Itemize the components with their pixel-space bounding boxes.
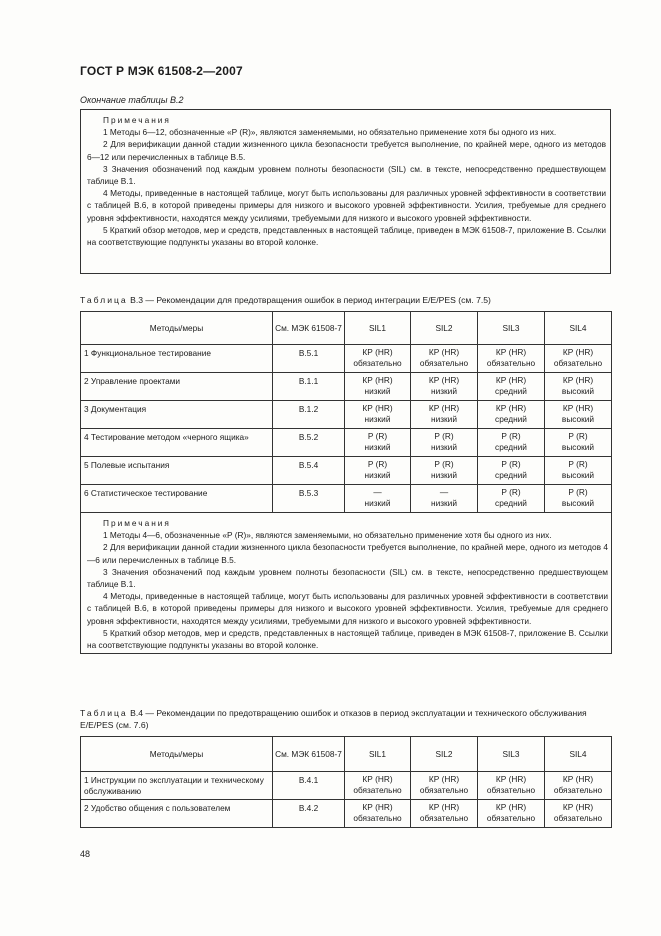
sil3-cell [478,800,545,828]
sil-rating: КР (HR) [428,375,460,385]
row-ref: В.1.2 [273,401,345,429]
page-header-title: ГОСТ Р МЭК 61508-2—2007 [80,64,243,78]
sil-rating: КР (HR) [562,375,594,385]
sil-rating: КР (HR) [362,375,393,385]
sil-level: низкий [431,470,457,480]
sil-level: низкий [364,498,391,508]
table-row [81,457,612,485]
sil3-cell [478,429,545,457]
sil3-cell [478,485,545,513]
row-method-name: 2 Управление проектами [81,373,273,401]
sil-rating: Р (R) [568,459,588,469]
row-ref: В.1.1 [273,373,345,401]
table-row [81,772,612,800]
sil-rating: Р (R) [367,459,388,469]
sil-level: низкий [364,386,391,396]
table-b3-notes-row [81,513,612,654]
sil-rating: КР (HR) [495,802,527,812]
row-ref: В.4.1 [273,772,345,800]
sil-level: обязательно [419,813,469,823]
row-ref: В.4.2 [273,800,345,828]
sil-level: низкий [364,414,391,424]
sil4-cell [545,772,612,800]
row-method-name: 1 Функциональное тестирование [81,345,273,373]
col-header-sil3: SIL3 [478,737,545,772]
sil-level: высокий [561,498,595,508]
row-method-name: 4 Тестирование методом «черного ящика» [81,429,273,457]
sil3-cell [478,401,545,429]
col-header-sil1: SIL1 [345,312,411,345]
col-header-sil4: SIL4 [545,312,612,345]
sil-level: обязательно [353,785,402,795]
row-method-name: 5 Полевые испытания [81,457,273,485]
sil-rating: КР (HR) [562,774,594,784]
sil-level: средний [495,414,527,424]
sil-level: высокий [561,442,595,452]
sil-level: средний [495,442,527,452]
table-b4-title-prefix: Таблица [80,708,128,718]
table-b4 [80,736,612,828]
note-5: 5 Краткий обзор методов, мер и средств, представленных в настоящей таблице, приведен в МЭК 61508-7, приложение В. Ссылки на соответствующие подпункты указаны во второй колонке. [87,627,608,651]
sil-rating: КР (HR) [562,802,594,812]
notes-title: Примечания [103,115,171,125]
sil-level: низкий [431,414,457,424]
sil-rating: Р (R) [434,459,454,469]
sil1-cell [345,457,411,485]
note-2: 2 Для верификации данной стадии жизненного цикла безопасности требуется выполнение, по крайней мере, одного из методов 6—12 или перечисленных в таблице В.5. [87,139,606,162]
sil1-cell [345,345,411,373]
sil2-cell [411,800,478,828]
col-header-sil4: SIL4 [545,737,612,772]
sil2-cell [411,457,478,485]
row-ref: В.5.1 [273,345,345,373]
table-b3-header-row [81,312,612,345]
sil-level: низкий [431,498,457,508]
sil1-cell [345,485,411,513]
sil1-cell [345,800,411,828]
sil-rating: КР (HR) [562,347,594,357]
table-b3-title-prefix: Таблица [80,295,128,305]
table-row [81,401,612,429]
sil-rating: КР (HR) [495,375,527,385]
sil-level: высокий [561,470,595,480]
sil4-cell [545,485,612,513]
sil-rating: КР (HR) [362,403,393,413]
sil-level: обязательно [419,358,469,368]
sil3-cell [478,772,545,800]
sil-rating: КР (HR) [362,774,393,784]
table-b3 [80,311,612,654]
sil-rating: Р (R) [568,487,588,497]
sil2-cell [411,429,478,457]
table-b4-header-row [81,737,612,772]
sil2-cell [411,345,478,373]
sil-rating: КР (HR) [495,347,527,357]
sil-rating: Р (R) [434,431,454,441]
sil-rating: КР (HR) [562,403,594,413]
sil2-cell [411,401,478,429]
note-4: 4 Методы, приведенные в настоящей таблице, могут быть использованы для различных уровней эффективности в соответствии с таблицей В.6, в которой приведены примеры для низкого и высокого уровней эффективности. Усилия, требуемые для среднего уровня эффективности, находятся между усилиями, требуемыми для низкого и высокого уровней эффективности. [87,591,608,626]
table-b2-notes-box [80,109,611,274]
sil-rating: Р (R) [501,459,521,469]
sil-level: обязательно [486,358,536,368]
sil3-cell [478,373,545,401]
row-ref: В.5.2 [273,429,345,457]
sil-rating: КР (HR) [495,403,527,413]
sil-level: обязательно [553,813,603,823]
row-ref: В.5.4 [273,457,345,485]
table-b2-end-caption: Окончание таблицы В.2 [80,95,184,105]
sil4-cell [545,373,612,401]
sil2-cell [411,373,478,401]
sil-level: высокий [561,386,595,396]
sil-level: обязательно [419,785,469,795]
sil-level: средний [495,386,527,396]
table-row [81,429,612,457]
col-header-ref: См. МЭК 61508-7 [273,312,345,345]
table-b3-notes [81,513,612,654]
sil3-cell [478,345,545,373]
sil-level: обязательно [353,358,402,368]
row-method-name: 1 Инструкции по эксплуатации и техническому обслуживанию [81,772,273,800]
table-b3-title [80,294,611,306]
sil-level: обязательно [553,358,603,368]
sil4-cell [545,800,612,828]
col-header-sil2: SIL2 [411,737,478,772]
sil-level: обязательно [486,785,536,795]
sil1-cell [345,429,411,457]
sil-level: обязательно [353,813,402,823]
col-header-methods: Методы/меры [81,737,273,772]
sil1-cell [345,373,411,401]
sil-level: обязательно [553,785,603,795]
col-header-sil2: SIL2 [411,312,478,345]
sil-rating: — [373,487,382,497]
sil-rating: — [439,487,449,497]
sil-level: обязательно [486,813,536,823]
col-header-sil1: SIL1 [345,737,411,772]
sil-rating: Р (R) [501,431,521,441]
table-row [81,373,612,401]
sil-rating: КР (HR) [495,774,527,784]
col-header-ref: См. МЭК 61508-7 [273,737,345,772]
note-1: 1 Методы 6—12, обозначенные «Р (R)», являются заменяемыми, но обязательно применение хотя бы одного из них. [103,127,557,138]
notes-title: Примечания [103,518,171,528]
sil-level: низкий [431,386,457,396]
table-b4-title [80,707,611,731]
note-4: 4 Методы, приведенные в настоящей таблице, могут быть использованы для различных уровней эффективности в соответствии с таблицей В.6, в которой приведены примеры для низкого и высокого уровней эффективности. Усилия, требуемые для среднего уровня эффективности, находятся между усилиями, требуемыми для низкого и высокого уровней эффективности. [87,188,606,223]
sil-rating: КР (HR) [428,403,460,413]
row-ref: В.5.3 [273,485,345,513]
row-method-name: 6 Статистическое тестирование [81,485,273,513]
table-row [81,345,612,373]
sil4-cell [545,401,612,429]
note-2: 2 Для верификации данной стадии жизненного цикла безопасности требуется выполнение, по крайней мере, одного из методов 4—6 или перечисленных в таблице В.5. [87,542,608,565]
sil-level: средний [495,470,527,480]
sil-level: высокий [561,414,595,424]
sil1-cell [345,772,411,800]
sil-rating: КР (HR) [362,347,393,357]
sil-level: низкий [431,442,457,452]
note-3: 3 Значения обозначений под каждым уровнем полноты безопасности (SIL) см. в тексте, непосредственно предшествующем таблице В.1. [87,566,608,590]
sil-rating: Р (R) [568,431,588,441]
sil-rating: КР (HR) [428,347,460,357]
sil4-cell [545,345,612,373]
col-header-methods: Методы/меры [81,312,273,345]
sil4-cell [545,457,612,485]
sil-rating: КР (HR) [428,774,460,784]
sil2-cell [411,772,478,800]
row-method-name: 3 Документация [81,401,273,429]
table-b4-title-rest: В.4 — Рекомендации по предотвращению ошибок и отказов в период эксплуатации и технического обслуживания E/E/PES (см. 7.6) [80,708,587,730]
table-row [81,485,612,513]
sil2-cell [411,485,478,513]
col-header-sil3: SIL3 [478,312,545,345]
row-method-name: 2 Удобство общения с пользователем [81,800,273,828]
sil-level: низкий [364,470,391,480]
sil1-cell [345,401,411,429]
note-3: 3 Значения обозначений под каждым уровнем полноты безопасности (SIL) см. в тексте, непосредственно предшествующем таблице В.1. [87,163,606,187]
sil-level: средний [495,498,527,508]
table-row [81,800,612,828]
table-b3-title-rest: В.3 — Рекомендации для предотвращения ошибок в период интеграции E/E/PES (см. 7.5) [127,295,491,305]
note-5: 5 Краткий обзор методов, мер и средств, представленных в настоящей таблице, приведен в МЭК 61508-7, приложение В. Ссылки на соответствующие подпункты указаны во второй колонке. [87,224,606,248]
page-number: 48 [80,849,91,859]
sil-rating: КР (HR) [428,802,460,812]
sil3-cell [478,457,545,485]
sil-rating: Р (R) [501,487,521,497]
sil-level: низкий [364,442,391,452]
sil4-cell [545,429,612,457]
sil-rating: Р (R) [367,431,388,441]
note-1: 1 Методы 4—6, обозначенные «Р (R)», являются заменяемыми, но обязательно применение хотя бы одного из них. [103,530,552,541]
sil-rating: КР (HR) [362,802,393,812]
